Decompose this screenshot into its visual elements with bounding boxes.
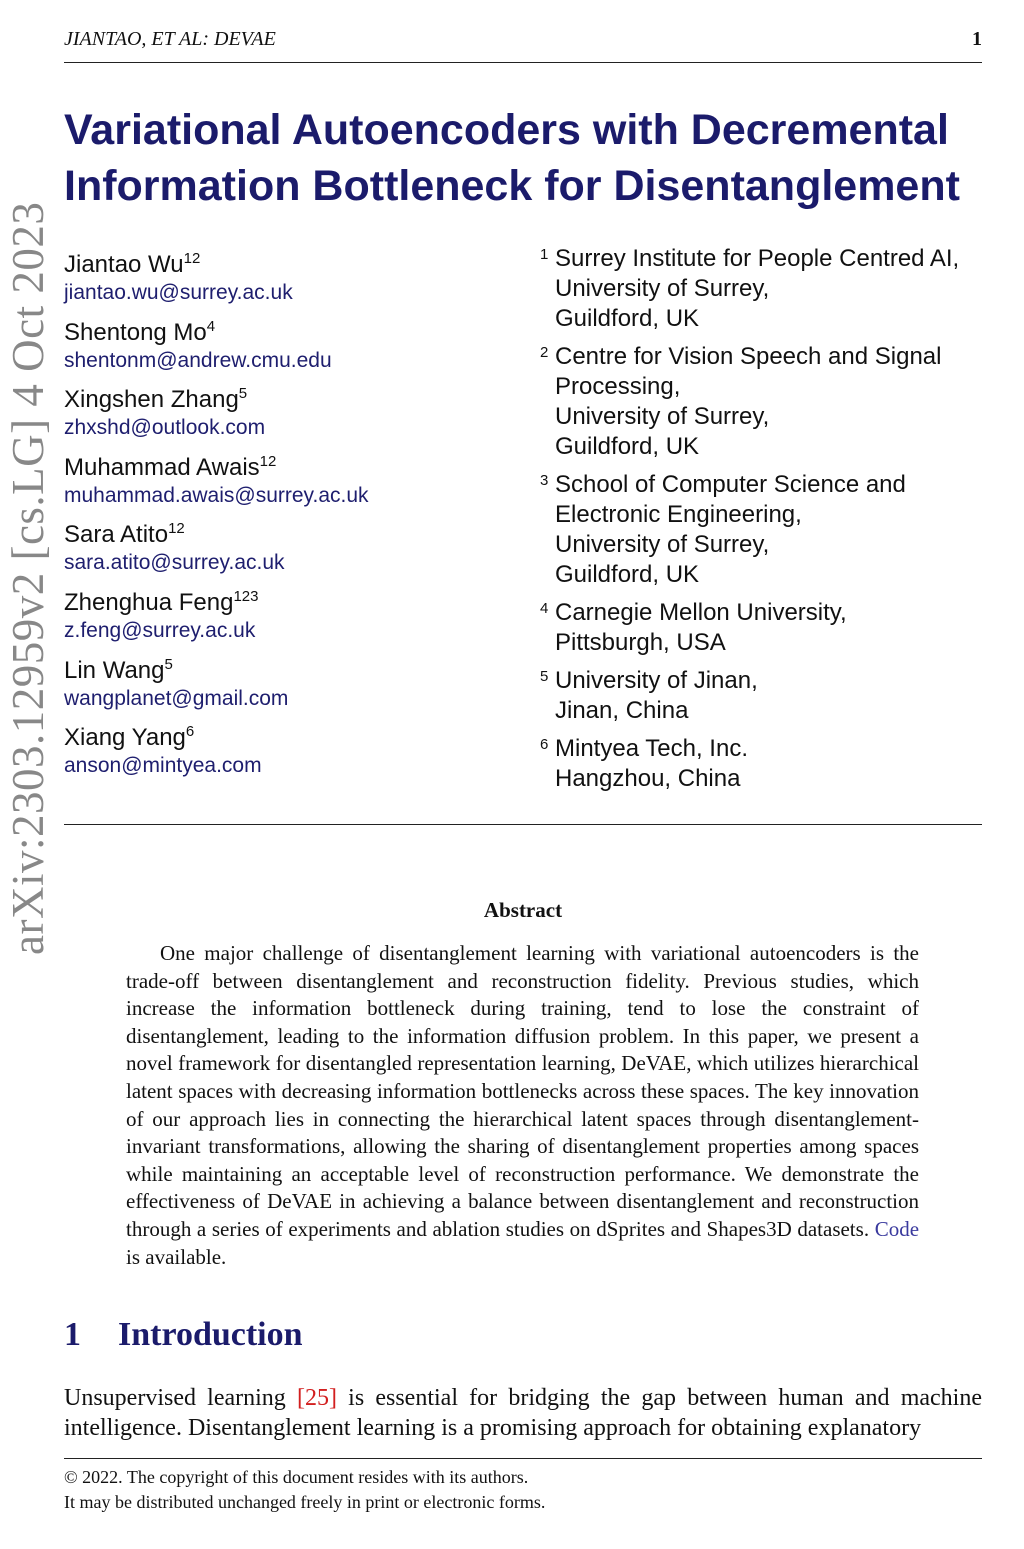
affiliation-line: Pittsburgh, USA	[555, 629, 726, 656]
author-entry	[64, 582, 369, 650]
section-title: Introduction	[118, 1316, 303, 1353]
author-entry	[64, 244, 369, 312]
intro-text: Unsupervised learning	[64, 1385, 286, 1411]
author-name	[64, 244, 369, 280]
affiliation-line: Hangzhou, China	[555, 765, 741, 792]
affiliation-line: University of Surrey,	[555, 531, 770, 558]
abstract-body: One major challenge of disentanglement learning with variational autoencoders is the trade-off between disentanglement and reconstruction fidelity. Previous studies, which increase the information bottleneck during training, tend to lose the constraint of disentanglement, leading to the information diffusion problem. In this paper, we present a novel framework for disentangled representation learning, DeVAE, which utilizes hierarchical latent spaces with decreasing information bottlenecks across these spaces. The key innovation of our approach lies in connecting the hierarchical latent spaces through disentanglement-invariant transformations, allowing the sharing of disentanglement properties among spaces while maintaining an acceptable level of reconstruction performance. We demonstrate the effectiveness of DeVAE in achieving a balance between disentanglement and reconstruction through a series of experiments and ablation studies on dSprites and Shapes3D datasets.	[126, 941, 919, 1241]
affiliation-line: School of Computer Science and	[555, 471, 906, 498]
running-title: JIANTAO, ET AL: DEVAE	[64, 28, 276, 50]
author-affil-sup: 123	[233, 587, 259, 605]
affiliation-number: 6	[540, 736, 549, 753]
author-name-text: Muhammad Awais	[64, 453, 260, 481]
affiliation-entry	[540, 470, 959, 590]
affiliation-entry	[540, 666, 959, 726]
title-line-2: Information Bottleneck for Disentanglement	[64, 162, 960, 210]
section-number: 1	[64, 1316, 81, 1353]
affiliation-line: Centre for Vision Speech and Signal	[555, 343, 942, 370]
paper-title	[64, 102, 1014, 214]
copyright-footnote	[64, 1458, 982, 1514]
page-number: 1	[972, 28, 982, 50]
author-name	[64, 447, 369, 483]
author-name	[64, 650, 369, 686]
abstract-text	[126, 940, 919, 1271]
affiliation-line: Guildford, UK	[555, 433, 700, 460]
author-name-text: Sara Atito	[64, 521, 169, 549]
author-name	[64, 717, 369, 753]
affiliation-entry	[540, 244, 959, 334]
author-email[interactable]: sara.atito@surrey.ac.uk	[64, 551, 285, 575]
author-entry	[64, 379, 369, 447]
affiliation-line: University of Jinan,	[555, 667, 758, 694]
author-name-text: Zhenghua Feng	[64, 588, 234, 616]
affiliation-number: 4	[540, 600, 549, 617]
author-entry	[64, 312, 369, 380]
author-list	[64, 244, 369, 785]
affiliation-entry	[540, 598, 959, 658]
author-email[interactable]: zhxshd@outlook.com	[64, 416, 266, 440]
affiliation-entry	[540, 342, 959, 462]
author-affil-sup: 12	[259, 452, 277, 470]
author-affil-sup: 6	[185, 723, 195, 741]
author-email[interactable]: jiantao.wu@surrey.ac.uk	[64, 281, 293, 304]
author-name-text: Shentong Mo	[64, 318, 207, 346]
abstract-tail: is available.	[126, 1244, 227, 1269]
affiliation-entry	[540, 734, 959, 794]
affiliation-number: 5	[540, 668, 549, 685]
affiliation-number: 3	[540, 472, 549, 489]
affiliation-line: Jinan, China	[555, 697, 689, 724]
author-email[interactable]: z.feng@surrey.ac.uk	[64, 618, 256, 642]
intro-text-cont: is essential for bridging the gap between human and machine intelligence. Disentanglement learning is a promising approach for obtaining explanatory	[64, 1385, 982, 1441]
affiliation-number: 1	[540, 246, 549, 263]
affiliation-line: Guildford, UK	[555, 561, 700, 588]
code-link[interactable]: Code	[874, 1216, 920, 1241]
author-name-text: Xiang Yang	[64, 724, 186, 752]
affiliation-line: Carnegie Mellon University,	[555, 599, 847, 626]
author-affil-sup: 12	[183, 250, 201, 267]
author-name	[64, 379, 369, 415]
author-affil-sup: 5	[164, 655, 173, 673]
author-entry	[64, 514, 369, 582]
author-email[interactable]: anson@mintyea.com	[64, 754, 262, 778]
running-header	[64, 26, 982, 63]
affiliation-list	[540, 244, 959, 802]
author-entry	[64, 447, 369, 515]
affiliation-line: Electronic Engineering,	[555, 501, 802, 528]
author-affil-sup: 4	[206, 317, 216, 335]
citation-link[interactable]: [25]	[296, 1385, 337, 1411]
author-name-text: Jiantao Wu	[64, 251, 184, 278]
affiliation-line: University of Surrey,	[555, 275, 770, 302]
author-name	[64, 514, 369, 550]
author-email[interactable]: shentonm@andrew.cmu.edu	[64, 348, 332, 372]
author-entry	[64, 717, 369, 785]
author-name	[64, 582, 369, 618]
affiliation-number: 2	[540, 344, 549, 361]
author-email[interactable]: wangplanet@gmail.com	[64, 686, 289, 710]
arxiv-watermark: arXiv:2303.12959v2 [cs.LG] 4 Oct 2023	[3, 201, 53, 955]
author-name	[64, 312, 369, 348]
affiliation-line: Processing,	[555, 373, 681, 400]
affiliation-line: University of Surrey,	[555, 403, 770, 430]
divider	[64, 824, 982, 825]
section-heading	[64, 1316, 303, 1354]
footnote-line-1: © 2022. The copyright of this document resides with its authors.	[64, 1467, 529, 1487]
title-line-1: Variational Autoencoders with Decremental	[64, 106, 949, 154]
author-affil-sup: 5	[238, 385, 248, 403]
author-entry	[64, 650, 369, 718]
affiliation-line: Mintyea Tech, Inc.	[555, 735, 748, 762]
footnote-line-2: It may be distributed unchanged freely in print or electronic forms.	[64, 1491, 546, 1512]
affiliation-line: Surrey Institute for People Centred AI,	[555, 245, 960, 272]
intro-paragraph	[64, 1383, 982, 1443]
author-email[interactable]: muhammad.awais@surrey.ac.uk	[64, 483, 369, 507]
affiliation-line: Guildford, UK	[555, 305, 700, 332]
author-affil-sup: 12	[168, 520, 185, 538]
author-name-text: Lin Wang	[64, 656, 165, 684]
abstract-heading: Abstract	[483, 898, 563, 922]
author-name-text: Xingshen Zhang	[64, 386, 239, 414]
